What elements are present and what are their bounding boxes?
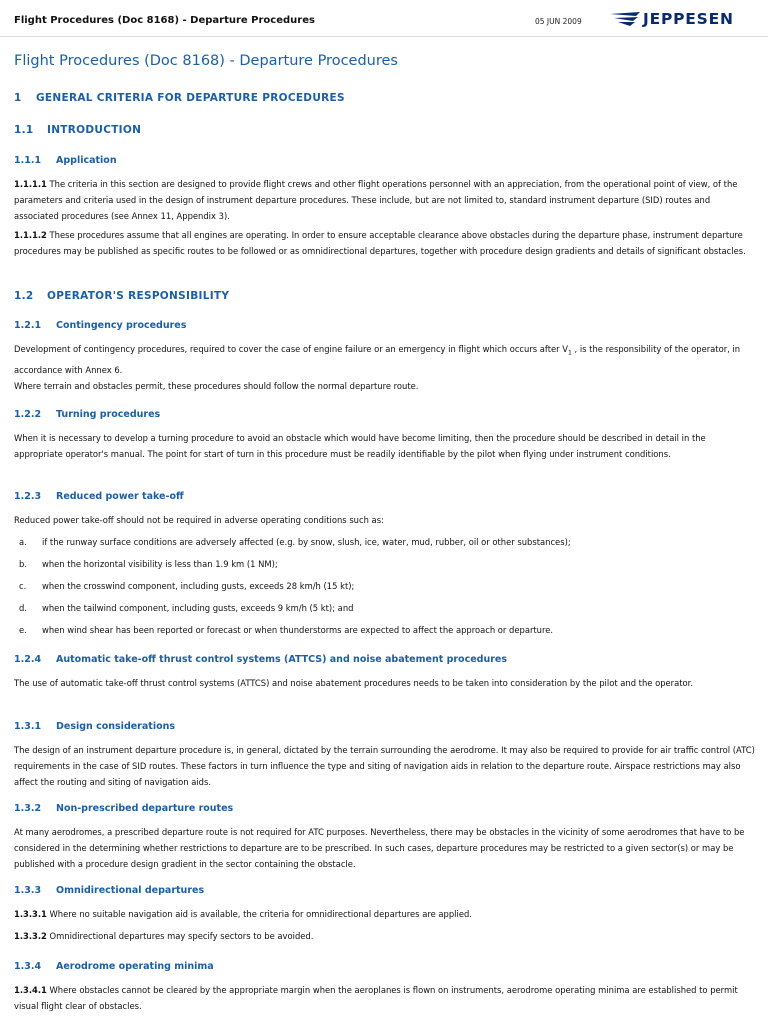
section-1-2-4-heading [14,654,507,665]
section-number: 1.3.3 [14,885,42,896]
list-label: b. [19,559,27,569]
paragraph-number: 1.1.1.2 [14,230,47,240]
section-number: 1.2.4 [14,654,42,665]
section-1-2-3-heading [14,491,184,502]
jeppesen-logo [608,10,758,30]
section-number: 1.2 [14,290,34,302]
section-1-3-4-heading [14,961,214,972]
section-title: Application [56,155,117,166]
header-title: Flight Procedures (Doc 8168) - Departure Procedures [14,15,315,26]
section-number: 1.2.3 [14,491,42,502]
section-number: 1.1 [14,124,34,136]
list-text: when the horizontal visibility is less than 1.9 km (1 NM); [42,559,278,569]
list-text: when wind shear has been reported or forecast or when thunderstorms are expected to affect the approach or departure. [42,625,554,635]
paragraph-number: 1.3.3.2 [14,931,47,941]
section-title: Reduced power take-off [56,491,184,502]
list-label: d. [19,603,27,613]
list-text: when the crosswind component, including gusts, exceeds 28 km/h (15 kt); [42,581,355,591]
list-label: a. [19,537,27,547]
paragraph-non-prescribed: At many aerodromes, a prescribed departure route is not required for ATC purposes. Nevertheless, there may be obstacles in the vicinity of some aerodromes that have to be considered in the determining whether restrictions to departure are to be prescribed. In such cases, departure procedures may be restricted to a given sector(s) or may be published with a procedure design gradient in the sector containing the obstacle. [14,827,745,869]
paragraph-1-3-4-1 [14,982,756,1014]
paragraph-design: The design of an instrument departure procedure is, in general, dictated by the terrain surrounding the aerodrome. It may also be required to provide for air traffic control (ATC) requirements in the case of SID routes. These factors in turn influence the type and siting of navigation aids in relation to the departure route. Airspace restrictions may also affect the routing and siting of navigation aids. [14,745,755,787]
section-number: 1.3.4 [14,961,42,972]
list-label: c. [19,581,27,591]
section-number: 1.1.1 [14,155,42,166]
page-header [0,0,768,37]
section-number: 1.2.1 [14,320,42,331]
paragraph-attcs: The use of automatic take-off thrust control systems (ATTCS) and noise abatement procedures needs to be taken into consideration by the pilot and the operator. [14,678,694,688]
paragraph-text: , is the responsibility of the operator, in accordance with Annex 6. [14,344,741,375]
v1-subscript: 1 [568,349,572,357]
paragraph-number: 1.1.1.1 [14,179,47,189]
paragraph-terrain: Where terrain and obstacles permit, these procedures should follow the normal departure route. [14,381,419,391]
section-1-heading [14,92,345,104]
paragraph-number: 1.3.4.1 [14,985,47,995]
section-title: GENERAL CRITERIA FOR DEPARTURE PROCEDURES [36,92,345,104]
section-title: Design considerations [56,721,176,732]
logo-text: JEPPESEN [643,10,734,28]
section-1-2-2-heading [14,409,160,420]
section-1-2-1-heading [14,320,186,331]
section-1-2-heading [14,290,229,302]
paragraph-text: The criteria in this section are designed to provide flight crews and other flight operations personnel with an appreciation, from the operational point of view, of the parameters and criteria used in the design of instrument departure procedures. These include, but are not limited to, standard instrument departure (SID) routes and associated procedures (see Annex 11, Appendix 3). [14,179,738,221]
paragraph-reduced-power: Reduced power take-off should not be required in adverse operating conditions such as: [14,515,384,525]
paragraph-text: Where obstacles cannot be cleared by the appropriate margin when the aeroplanes is flown on instruments, aerodrome operating minima are established to permit visual flight clear of obstacles. [14,985,738,1011]
list-text: if the runway surface conditions are adversely affected (e.g. by snow, slush, ice, water, mud, rubber, oil or other substances); [42,537,571,547]
section-1-3-1-heading [14,721,175,732]
section-1-1-1-heading [14,155,117,166]
section-number: 1 [14,92,22,104]
jeppesen-swoosh-icon [608,12,642,28]
paragraph-text: These procedures assume that all engines are operating. In order to ensure acceptable clearance above obstacles during the departure phase, instrument departure procedures may be published as specific routes to be followed or as omnidirectional departures, together with procedure design gradients and details of significant obstacles. [14,230,746,256]
section-title: Automatic take-off thrust control systems (ATTCS) and noise abatement procedures [56,654,507,665]
section-title: Aerodrome operating minima [56,961,214,972]
section-title: Contingency procedures [56,320,187,331]
paragraph-1-3-3-1 [14,906,756,922]
section-number: 1.2.2 [14,409,42,420]
list-label: e. [19,625,27,635]
paragraph-text: Where no suitable navigation aid is available, the criteria for omnidirectional departures are applied. [49,909,472,919]
section-title: Omnidirectional departures [56,885,205,896]
paragraph-contingency [14,341,756,378]
paragraph-1-1-1-1 [14,176,756,224]
section-number: 1.3.1 [14,721,42,732]
paragraph-1-3-3-2 [14,928,756,944]
list-text: when the tailwind component, including gusts, exceeds 9 km/h (5 kt); and [42,603,354,613]
section-title: INTRODUCTION [47,124,142,136]
paragraph-turning: When it is necessary to develop a turning procedure to avoid an obstacle which would have become limiting, then the procedure should be described in detail in the appropriate operator's manual. The point for start of turn in this procedure must be readily identifiable by the pilot when flying under instrument conditions. [14,433,706,459]
header-date: 05 JUN 2009 [535,17,582,26]
section-title: Non-prescribed departure routes [56,803,234,814]
paragraph-text: Development of contingency procedures, required to cover the case of engine failure or an emergency in flight which occurs after V [14,344,569,354]
paragraph-1-1-1-2 [14,227,756,259]
section-1-3-2-heading [14,803,233,814]
section-title: OPERATOR'S RESPONSIBILITY [47,290,230,302]
paragraph-number: 1.3.3.1 [14,909,47,919]
section-1-3-3-heading [14,885,204,896]
paragraph-text: Omnidirectional departures may specify sectors to be avoided. [49,931,314,941]
section-number: 1.3.2 [14,803,42,814]
document-title: Flight Procedures (Doc 8168) - Departure Procedures [14,53,398,69]
section-1-1-heading [14,124,141,136]
section-title: Turning procedures [56,409,161,420]
